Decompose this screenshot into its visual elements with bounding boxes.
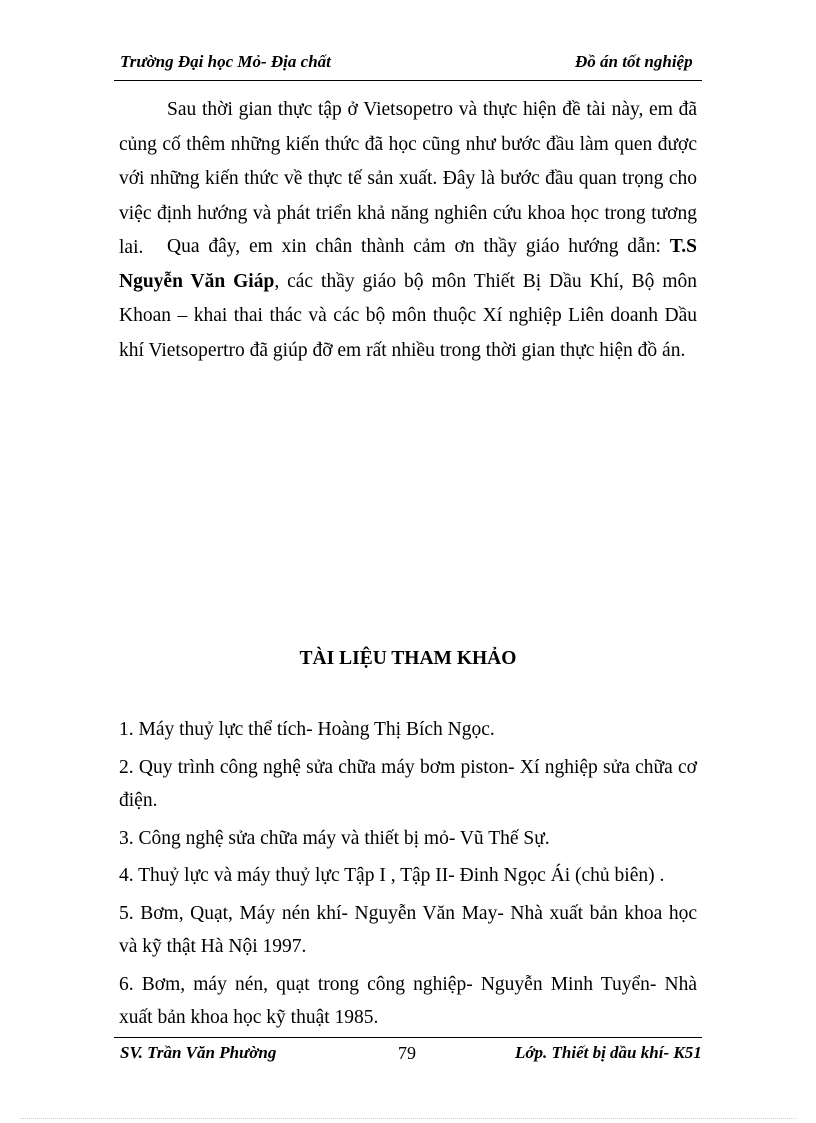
references-title: TÀI LIỆU THAM KHẢO — [299, 648, 517, 669]
acknowledgement-paragraph-2 — [119, 230, 697, 368]
footer-rule — [114, 1037, 702, 1038]
footer-student: SV. Trần Văn Phường — [120, 1043, 277, 1062]
para2-text-end: , các thầy giáo bộ môn Thiết Bị Dầu Khí, Bộ môn Khoan – khai thai thác và các bộ môn thuộc Xí nghiệp Liên doanh Dầu khí Vietsopertro đã giúp đỡ em rất nhiều trong thời gian thực hiện đồ án. — [119, 270, 697, 361]
header-school: Trường Đại học Mỏ- Địa chất — [120, 52, 331, 71]
page-number: 79 — [398, 1043, 416, 1063]
reference-item: 5. Bơm, Quạt, Máy nén khí- Nguyễn Văn May- Nhà xuất bản khoa học và kỹ thật Hà Nội 1997. — [119, 902, 697, 957]
header-rule — [114, 80, 702, 81]
reference-item: 3. Công nghệ sửa chữa máy và thiết bị mỏ- Vũ Thế Sự. — [119, 827, 550, 849]
acknowledgement-paragraph-1: Sau thời gian thực tập ở Vietsopetro và thực hiện đề tài này, em đã củng cố thêm những kiến thức đã học cũng như bước đầu làm quen được với những kiến thức về thực tế sản xuất. Đây là bước đầu quan trọng cho việc định hướng và phát triển khả năng nghiên cứu khoa học trong tương lai. — [119, 99, 697, 258]
reference-item: 4. Thuỷ lực và máy thuỷ lực Tập I , Tập II- Đinh Ngọc Ái (chủ biên) . — [119, 865, 665, 886]
references-list — [119, 713, 697, 1039]
para2-text-start: Qua đây, em xin chân thành cảm ơn thầy giáo hướng dẫn: — [167, 236, 670, 257]
page-bottom-border — [20, 1118, 796, 1119]
header-doc-type: Đồ án tốt nghiệp — [575, 52, 693, 71]
reference-item: 2. Quy trình công nghệ sửa chữa máy bơm piston- Xí nghiệp sửa chữa cơ điện. — [119, 756, 697, 811]
reference-item: 6. Bơm, máy nén, quạt trong công nghiệp- Nguyễn Minh Tuyển- Nhà xuất bản khoa học kỹ thuật 1985. — [119, 973, 697, 1028]
reference-item: 1. Máy thuỷ lực thể tích- Hoàng Thị Bích Ngọc. — [119, 719, 495, 740]
footer-class: Lớp. Thiết bị dầu khí- K51 — [515, 1043, 702, 1062]
supervisor-name: T.S Nguyễn Văn Giáp — [119, 236, 697, 292]
